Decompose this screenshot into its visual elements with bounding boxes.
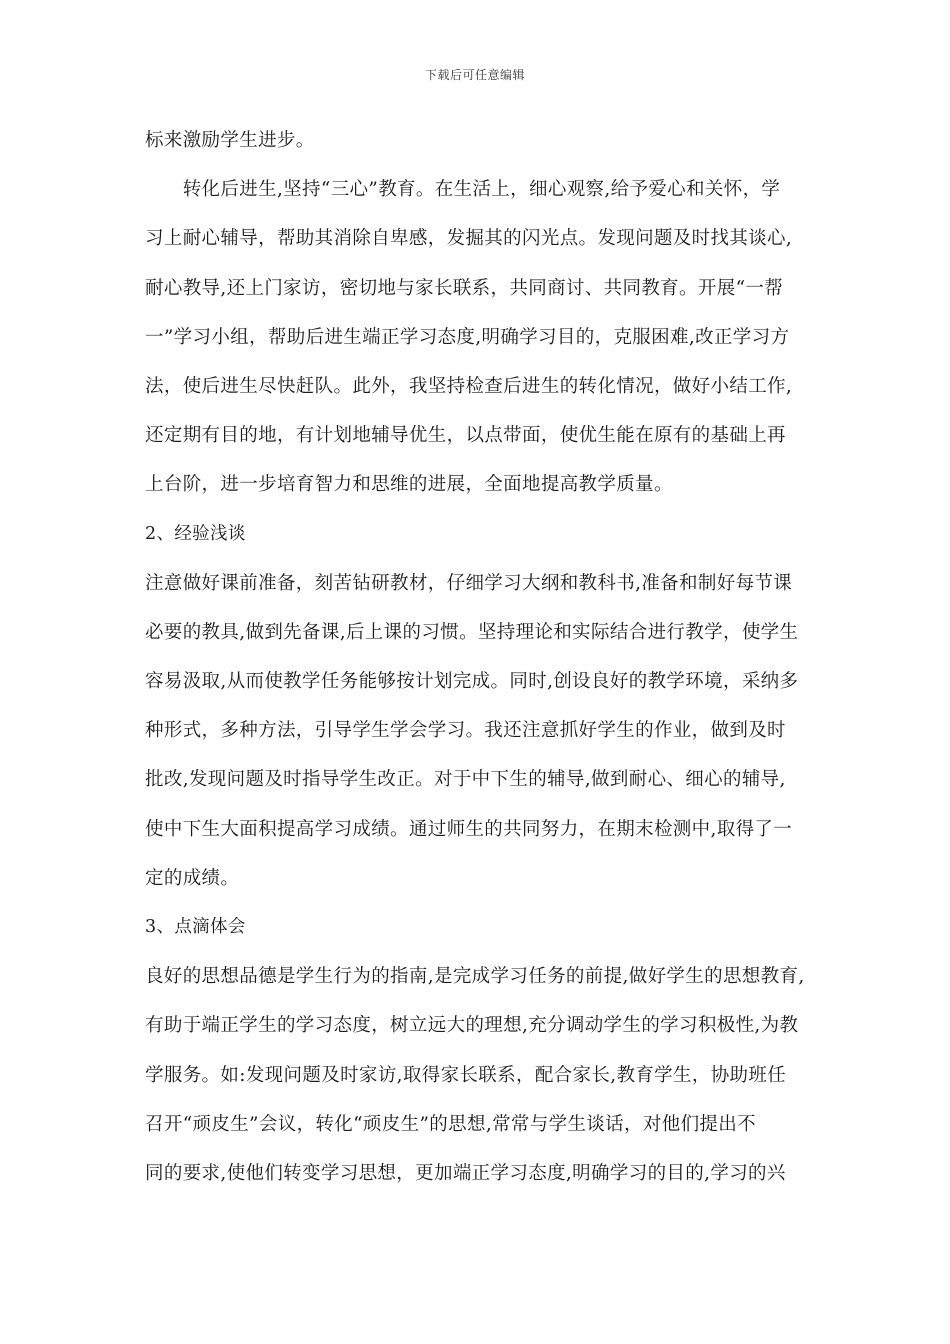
paragraph: [145, 165, 810, 509]
text-line: 学服务。如:发现问题及时家访,取得家长联系，配合家长,教育学生，协助班任: [145, 1064, 787, 1086]
section-heading: [145, 903, 810, 952]
text-line: 批改,发现问题及时指导学生改正。对于中下生的辅导,做到耐心、细心的辅导,: [145, 769, 786, 791]
text-line: 有助于端正学生的学习态度，树立远大的理想,充分调动学生的学习积极性,为教: [145, 1015, 799, 1037]
section-heading: [145, 510, 810, 559]
text-line: 使中下生大面积提高学习成绩。通过师生的共同努力，在期末检测中,取得了一: [145, 818, 793, 840]
text-line: 种形式，多种方法，引导学生学会学习。我还注意抓好学生的作业，做到及时: [145, 720, 786, 742]
text-line: 必要的教具,做到先备课,后上课的习惯。坚持理论和实际结合进行教学，使学生: [145, 621, 799, 643]
page-header: 下载后可任意编辑: [424, 68, 525, 82]
text-line: 容易汲取,从而使教学任务能够按计划完成。同时,创设良好的教学环境，采纳多: [145, 671, 799, 693]
text-line: 2、经验浅谈: [145, 523, 246, 544]
paragraph: [145, 116, 810, 165]
text-line: 转化后进生,坚持“三心”教育。在生活上，细心观察,给予爱心和关怀，学: [145, 179, 781, 201]
text-line: 注意做好课前准备，刻苦钻研教材，仔细学习大纲和教科书,准备和制好每节课: [145, 572, 793, 594]
text-line: 同的要求,使他们转变学习思想，更加端正学习态度,明确学习的目的,学习的兴: [145, 1162, 786, 1184]
text-line: 一”学习小组，帮助后进生端正学习态度,明确学习目的，克服困难,改正学习方: [145, 326, 790, 348]
text-line: 召开“顽皮生”会议，转化“顽皮生”的思想,常常与学生谈话，对他们提出不: [145, 1113, 756, 1135]
text-line: 定的成绩。: [145, 867, 240, 889]
text-line: 良好的思想品德是学生行为的指南,是完成学习任务的前提,做好学生的思想教育,: [145, 966, 805, 988]
text-line: 上台阶，进一步培育智力和思维的进展，全面地提高教学质量。: [145, 474, 673, 496]
document-body: [145, 116, 810, 1198]
text-line: 法，使后进生尽快赶队。此外，我坚持检查后进生的转化情况，做好小结工作,: [145, 375, 793, 397]
paragraph: [145, 952, 810, 1198]
text-line: 习上耐心辅导，帮助其消除自卑感，发掘其的闪光点。发现问题及时找其谈心,: [145, 228, 793, 250]
text-line: 耐心教导,还上门家访，密切地与家长联系，共同商讨、共同教育。开展“一帮: [145, 277, 784, 299]
text-line: 3、点滴体会: [145, 917, 246, 937]
text-line: 还定期有目的地，有计划地辅导优生，以点带面，使优生能在原有的基础上再: [145, 425, 786, 447]
text-line: 标来激励学生进步。: [145, 130, 315, 151]
paragraph: [145, 559, 810, 903]
